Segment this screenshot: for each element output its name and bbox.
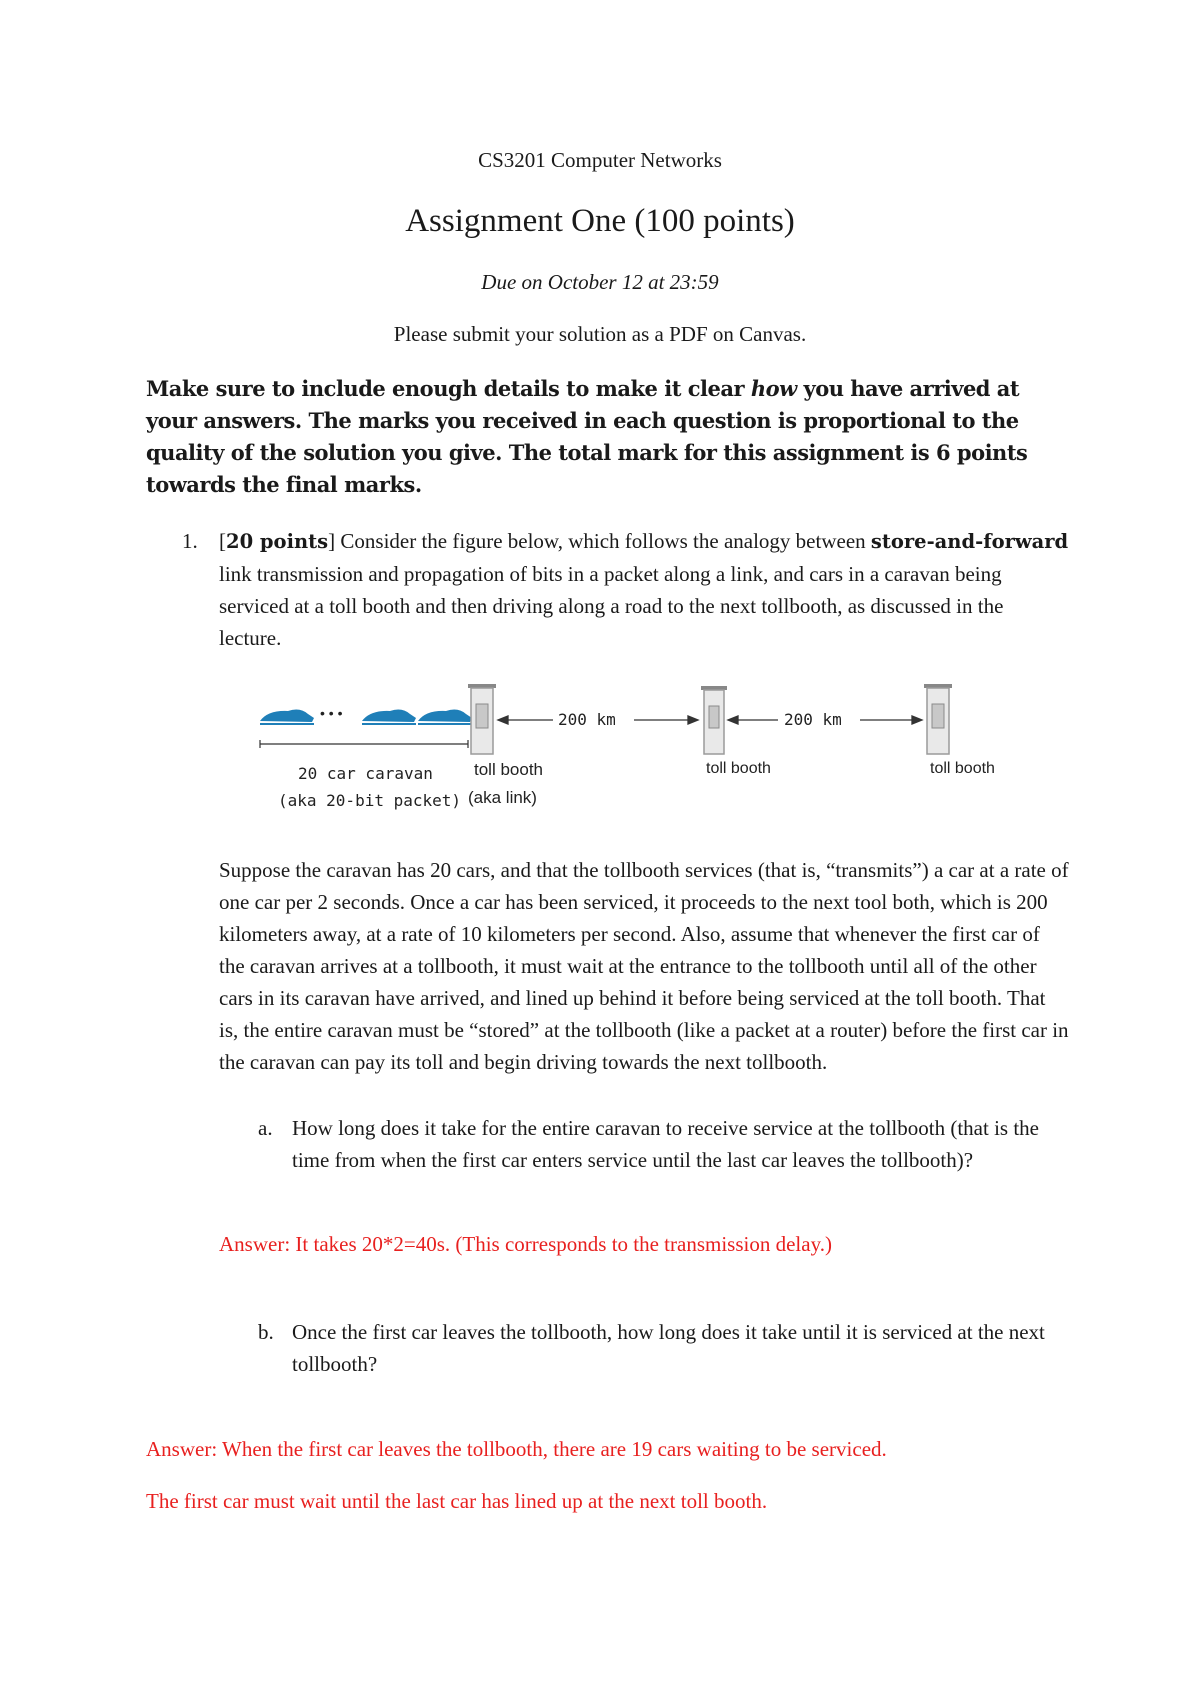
part-a-question: How long does it take for the entire caravan to receive service at the tollbooth (that is the time from when the first car enters service until the last car leaves the tollbooth)? — [292, 1116, 1039, 1172]
booth-1-label-line2: (aka link) — [468, 788, 537, 807]
notice-part2: you have arrived at your answers. The marks you received in each question is proportional to the quality of the solution you give. The total mark for this assignment is 6 points towards the final marks. — [146, 376, 1028, 497]
car-icon — [362, 710, 416, 724]
question-1-number: 1. — [182, 529, 198, 553]
due-date: Due on October 12 at 23:59 — [481, 270, 719, 294]
toll-booth-icon — [924, 684, 952, 754]
part-b-answer-line1: Answer: When the first car leaves the tollbooth, there are 19 cars waiting to be serviced. — [146, 1437, 887, 1461]
intro-part-b: link transmission and propagation of bits in a packet along a link, and cars in a caravan being serviced at a toll booth and then driving along a road to the next tollbooth, as discussed in the lecture. — [219, 562, 1004, 650]
intro-bold-term: store-and-forward — [870, 530, 1069, 553]
booth-2-label: toll booth — [706, 760, 771, 777]
car-icon — [418, 710, 472, 724]
assignment-title: Assignment One (100 points) — [405, 203, 795, 239]
question-1-scenario: Suppose the caravan has 20 cars, and that the tollbooth services (that is, “transmits”) a car at a rate of one car per 2 seconds. Once a car has been serviced, it proceeds to the next tool both, which is 200 kilometers away, at a rate of 10 kilometers per second. Also, assume that whenever the first car of the caravan arrives at a tollbooth, it must wait at the entrance to the tollbooth until all of the other cars in its caravan have arrived, and lined up behind it before being serviced at the toll booth. That is, the entire caravan must be “stored” at the tollbooth (like a packet at a router) before the first car in the caravan can pay its toll and begin driving towards the next tollbooth. — [219, 858, 1069, 1074]
caravan-dots: • • • — [320, 705, 343, 721]
points-bracket-close: ] — [328, 529, 336, 553]
part-b-label: b. — [258, 1320, 274, 1344]
submission-instructions: Please submit your solution as a PDF on Canvas. — [393, 322, 807, 346]
part-b-answer-line2: The first car must wait until the last car has lined up at the next toll booth. — [146, 1489, 768, 1513]
question-1-intro — [219, 525, 1069, 654]
booth-3-label: toll booth — [930, 760, 995, 777]
caravan-label-line1: 20 car caravan — [298, 764, 433, 783]
course-name: CS3201 Computer Networks — [478, 148, 722, 172]
notice-emphasis: how — [750, 376, 797, 401]
distance-label-1: 200 km — [558, 710, 616, 729]
toll-booth-icon — [701, 686, 727, 754]
toll-booth-icon — [468, 684, 496, 754]
booth-1-label-line1: toll booth — [474, 760, 543, 779]
notice-part1: Make sure to include enough details to make it clear — [146, 376, 751, 401]
distance-label-2: 200 km — [784, 710, 842, 729]
caravan-figure — [258, 684, 1018, 814]
part-b-question: Once the first car leaves the tollbooth, how long does it take until it is serviced at the next tollbooth? — [292, 1320, 1045, 1376]
question-1-points: 20 points — [226, 530, 329, 553]
part-a-answer: Answer: It takes 20*2=40s. (This corresponds to the transmission delay.) — [219, 1232, 832, 1256]
points-bracket-open: [ — [219, 529, 226, 553]
caravan-bracket — [260, 740, 468, 748]
grading-notice — [146, 373, 1066, 501]
intro-part-a: Consider the figure below, which follows the analogy between — [335, 529, 871, 553]
car-icon — [260, 710, 314, 724]
caravan-label-line2: (aka 20-bit packet) — [278, 791, 462, 810]
part-a-label: a. — [258, 1116, 273, 1140]
